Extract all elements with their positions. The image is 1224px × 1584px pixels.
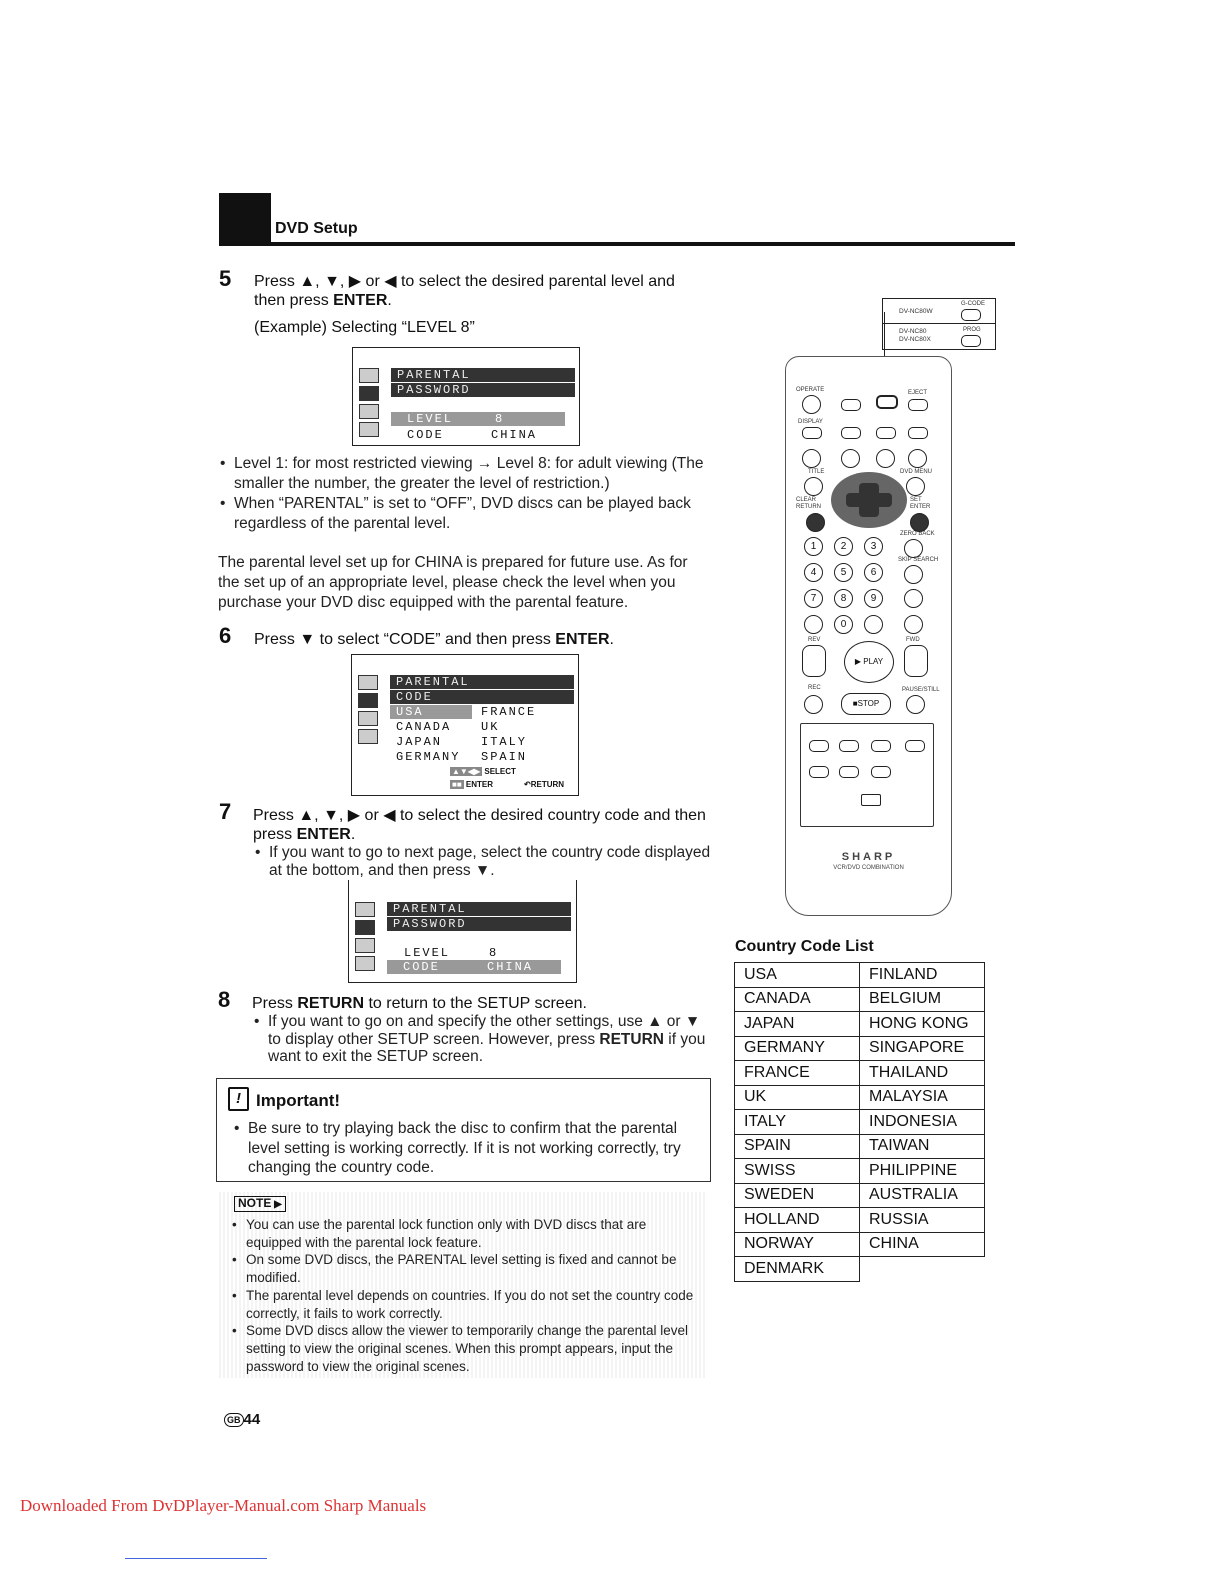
osd-select-hint — [450, 767, 516, 776]
pause-button-icon — [906, 695, 925, 714]
osd-password-bar: PASSWORD — [391, 383, 575, 397]
osd-country: GERMANY — [396, 750, 461, 764]
osd-icon-column-2 — [358, 675, 378, 747]
play-button: ▶ PLAY — [844, 641, 894, 683]
display-menu-icon — [358, 675, 378, 690]
remote-zero-label: ZERO BACK — [900, 531, 935, 537]
remote-set-label: SET ENTER — [910, 497, 931, 510]
osd-parental-bar: PARENTAL — [391, 368, 575, 382]
osd-screen-level — [352, 347, 580, 446]
power-button-icon — [802, 395, 821, 414]
dvd-setup-icon — [219, 193, 271, 243]
country-cell: THAILAND — [860, 1061, 985, 1086]
prog-button-icon — [961, 335, 981, 347]
table-row — [735, 1134, 985, 1159]
osd-code-value: CHINA — [487, 960, 534, 974]
osd-country-selected: USA — [390, 705, 472, 719]
osd-enter-hint — [450, 780, 493, 789]
osd-level-value: 8 — [489, 946, 499, 960]
step8-text-a: Press — [252, 995, 298, 1012]
tape-speed-button-icon — [809, 740, 829, 752]
slow-button-icon — [905, 740, 925, 752]
step5-text — [254, 272, 714, 337]
selector-button-icon — [876, 427, 896, 439]
function-button-icon — [802, 449, 821, 468]
step6-text-c: . — [609, 631, 614, 648]
osd-country-col1 — [396, 720, 460, 765]
play-button-label: PLAY — [863, 657, 884, 666]
country-cell: HONG KONG — [860, 1012, 985, 1037]
digit-7-button: 7 — [804, 589, 823, 608]
step6-enter: ENTER — [555, 631, 610, 648]
record-button-icon — [804, 695, 823, 714]
step6-text — [254, 630, 714, 649]
country-cell: AUSTRALIA — [860, 1183, 985, 1208]
country-cell: ITALY — [735, 1110, 860, 1135]
step5-line2 — [254, 291, 714, 310]
country-cell: MALAYSIA — [860, 1085, 985, 1110]
step7-enter: ENTER — [296, 826, 351, 843]
country-cell: GERMANY — [735, 1036, 860, 1061]
country-cell: INDONESIA — [860, 1110, 985, 1135]
country-cell: NORWAY — [735, 1232, 860, 1257]
step7-bullet: • If you want to go to next page, select the country code displayed at the bottom, and then press ▼. — [253, 844, 723, 880]
step7-text — [253, 806, 723, 880]
digit-3-button: 3 — [864, 537, 883, 556]
lower-button-panel — [800, 723, 934, 827]
country-code-table — [734, 962, 985, 1282]
osd-return-hint — [524, 780, 564, 789]
dvd-setup-button-icon — [908, 427, 928, 439]
remote-rev-label: REV — [808, 637, 821, 643]
table-row — [735, 1061, 985, 1086]
step8-bullet — [252, 1013, 714, 1066]
osd-country: JAPAN — [396, 735, 443, 749]
remote-operate-label: OPERATE — [796, 387, 825, 393]
step7-line2-c: . — [350, 826, 356, 843]
language-menu-icon — [358, 711, 378, 726]
title-button-icon — [804, 477, 823, 496]
note-tag-text: NOTE — [238, 1196, 272, 1210]
table-row — [735, 1257, 985, 1282]
language-menu-icon — [359, 404, 379, 419]
parental-menu-icon — [359, 386, 379, 401]
note-arrow-icon: ▶ — [271, 1199, 282, 1210]
step8-line — [252, 994, 714, 1013]
step5-paragraph: The parental level set up for CHINA is prepared for future use. As for the set up of an appropriate level, please check the level when you purchase your DVD disc equipped with the parental feature. — [218, 554, 688, 611]
step5-bullet-2: • When “PARENTAL” is set to “OFF”, DVD discs can be played back regardless of the parental level. — [218, 494, 713, 534]
osd-password-bar: PASSWORD — [387, 917, 571, 931]
osd-code-value: CHINA — [491, 428, 538, 442]
model-1: DV-NC80W — [899, 308, 933, 315]
table-row — [735, 1208, 985, 1233]
osd-parental-bar: PARENTAL — [390, 675, 574, 689]
am-pm-button-icon — [804, 615, 823, 634]
page-number-value: 44 — [243, 1411, 261, 1428]
callout-divider — [883, 323, 995, 324]
language-menu-icon — [355, 938, 375, 953]
country-cell: PHILIPPINE — [860, 1159, 985, 1184]
step5-line2-c: . — [387, 292, 392, 309]
remote-display-label: DISPLAY — [798, 419, 823, 425]
dvd-menu-button-icon — [906, 477, 925, 496]
remote-title-label: TITLE — [808, 469, 825, 475]
note-item: • You can use the parental lock function only with DVD discs that are equipped with the parental lock feature. — [230, 1216, 700, 1251]
enter-key-icon: ■■ — [452, 780, 462, 789]
skip-back-button-icon — [839, 740, 859, 752]
osd-level-label: LEVEL — [407, 412, 454, 426]
step7-number: 7 — [219, 799, 232, 824]
country-cell: HOLLAND — [735, 1208, 860, 1233]
table-row — [735, 1232, 985, 1257]
step8-text — [252, 994, 714, 1066]
important-icon: ! — [228, 1087, 249, 1111]
table-row — [735, 963, 985, 988]
step5-enter: ENTER — [333, 292, 388, 309]
table-row — [735, 987, 985, 1012]
digit-1-button: 1 — [804, 537, 823, 556]
country-cell: RUSSIA — [860, 1208, 985, 1233]
remote-fwd-label: FWD — [906, 637, 920, 643]
osd-code-row — [387, 960, 561, 974]
step6-number: 6 — [219, 623, 232, 648]
step8-bullet-c: if you want to exit the SETUP screen. — [268, 1030, 706, 1065]
step5-line1: Press ▲, ▼, ▶ or ◀ to select the desired parental level and — [254, 273, 675, 290]
section-title: DVD Setup — [275, 220, 358, 237]
country-cell: FINLAND — [860, 963, 985, 988]
audio-menu-icon — [355, 956, 375, 971]
vcr-dvd-button-icon — [904, 615, 923, 634]
step8-bullet-return: RETURN — [599, 1030, 664, 1048]
step7-line2 — [253, 825, 723, 844]
step6-text-a: Press ▼ to select “CODE” and then press — [254, 631, 556, 648]
note-tag — [234, 1196, 286, 1212]
osd-return-text: RETURN — [530, 780, 565, 789]
model-btn1-label: G-CODE — [961, 301, 985, 307]
gcode-button-icon — [961, 309, 981, 321]
model-3: DV-NC80X — [899, 336, 931, 343]
note-list — [230, 1216, 700, 1375]
country-cell: JAPAN — [735, 1012, 860, 1037]
audio-output-button-icon — [871, 766, 891, 778]
osd-level-label: LEVEL — [404, 946, 451, 960]
remote-control — [785, 356, 952, 916]
osd-country-col2 — [481, 705, 536, 765]
note-item: • The parental level depends on countries. If you do not set the country code correctly, it fails to work correctly. — [230, 1287, 700, 1322]
step8-bullet-a: If you want to go on and specify the other settings, use ▲ or ▼ to display other SETUP screen. However, press — [268, 1013, 701, 1048]
vcr-dvd-switch-icon — [861, 794, 881, 806]
display-menu-icon — [359, 368, 379, 383]
step8-number: 8 — [218, 987, 231, 1012]
digit-5-button: 5 — [834, 563, 853, 582]
remote-subtitle: VCR/DVD COMBINATION — [833, 865, 904, 871]
table-row — [735, 1183, 985, 1208]
digit-8-button: 8 — [834, 589, 853, 608]
step7-line2-a: press — [253, 826, 297, 843]
skip-forward-button-icon — [871, 740, 891, 752]
stop-button: ■STOP — [841, 693, 891, 715]
display-button-icon — [802, 427, 822, 439]
osd-icon-column — [359, 368, 379, 440]
table-row — [735, 1110, 985, 1135]
input-select-button-icon — [904, 589, 923, 608]
digit-6-button: 6 — [864, 563, 883, 582]
osd-country: SPAIN — [481, 750, 528, 764]
country-cell: UK — [735, 1085, 860, 1110]
repeat-button-icon — [841, 449, 860, 468]
country-cell: TAIWAN — [860, 1134, 985, 1159]
table-row — [735, 1012, 985, 1037]
osd-parental-bar: PARENTAL — [387, 902, 571, 916]
step5-example: (Example) Selecting “LEVEL 8” — [254, 319, 475, 336]
parental-menu-icon — [355, 920, 375, 935]
country-cell: USA — [735, 963, 860, 988]
table-row — [735, 1036, 985, 1061]
page-number — [224, 1411, 260, 1428]
important-title: Important! — [256, 1091, 341, 1110]
channel-up-button-icon — [839, 766, 859, 778]
open-close-button-icon — [908, 449, 927, 468]
fast-forward-button-icon — [904, 645, 928, 677]
audio-menu-icon — [359, 422, 379, 437]
table-row — [735, 1159, 985, 1184]
zoom-button-icon — [876, 449, 895, 468]
digit-2-button: 2 — [834, 537, 853, 556]
osd-screen-result — [348, 880, 577, 983]
zero-back-button-icon — [904, 539, 923, 558]
footer-rule — [125, 1558, 267, 1559]
eject-button-icon — [908, 399, 928, 411]
arrow-keys-icon: ▲▼◀▶ — [452, 767, 481, 776]
model-btn2-label: PROG — [963, 327, 981, 333]
osd-country: FRANCE — [481, 705, 537, 719]
note-item: • Some DVD discs allow the viewer to temporarily change the parental level setting to view the original scenes. When this prompt appears, input the password to view the original scenes. — [230, 1322, 700, 1375]
display-menu-icon — [355, 902, 375, 917]
digit-0-button: 0 — [834, 615, 853, 634]
step8-text-c: to return to the SETUP screen. — [364, 995, 587, 1012]
osd-select-text: SELECT — [484, 767, 516, 776]
country-cell: FRANCE — [735, 1061, 860, 1086]
section-rule — [219, 242, 1015, 246]
osd-country: CANADA — [396, 720, 452, 734]
country-cell: SPAIN — [735, 1134, 860, 1159]
vcr-dvd-selector-icon — [876, 395, 898, 409]
osd-code-label: CODE — [407, 428, 444, 442]
download-source-link[interactable]: Downloaded From DvDPlayer-Manual.com Sharp Manuals — [20, 1496, 427, 1515]
step5-line2-a: then press — [254, 292, 334, 309]
return-button-icon — [806, 513, 825, 532]
remote-rec-label: REC — [808, 685, 821, 691]
osd-code-label: CODE — [403, 960, 440, 974]
country-cell: CANADA — [735, 987, 860, 1012]
digit-9-button: 9 — [864, 589, 883, 608]
step7-line1: Press ▲, ▼, ▶ or ◀ to select the desired country code and then — [253, 807, 706, 824]
parental-menu-icon — [358, 693, 378, 708]
digit-4-button: 4 — [804, 563, 823, 582]
step5-number: 5 — [219, 266, 232, 291]
remote-clear-label: CLEAR RETURN — [796, 497, 821, 510]
osd-code-bar: CODE — [390, 690, 574, 704]
important-box — [216, 1078, 711, 1182]
model-2: DV-NC80 — [899, 328, 927, 335]
on-screen-button-icon — [841, 427, 861, 439]
empty-cell — [860, 1257, 985, 1282]
input-button-icon — [864, 615, 883, 634]
important-text: • Be sure to try playing back the disc to confirm that the parental level setting is working correctly. If it is not working correctly, try changing the country code. — [232, 1119, 692, 1178]
osd-level-value: 8 — [495, 412, 505, 426]
country-cell: BELGIUM — [860, 987, 985, 1012]
country-cell: SINGAPORE — [860, 1036, 985, 1061]
country-cell: SWISS — [735, 1159, 860, 1184]
country-code-title: Country Code List — [735, 938, 874, 955]
remote-skip-label: SKIP SEARCH — [898, 557, 939, 563]
step8-return: RETURN — [297, 995, 365, 1012]
remote-eject-label: EJECT — [908, 390, 928, 396]
rewind-button-icon — [802, 645, 826, 677]
country-cell: SWEDEN — [735, 1183, 860, 1208]
step5-bullets — [218, 454, 713, 613]
return-key-icon: ↶ — [524, 780, 531, 789]
table-row — [735, 1085, 985, 1110]
remote-brand: SHARP — [841, 851, 896, 863]
gb-badge: GB — [224, 1413, 244, 1427]
channel-down-button-icon — [809, 766, 829, 778]
remote-dvd-menu-label: DVD MENU — [900, 469, 933, 475]
enter-button-icon — [910, 513, 929, 532]
osd-country: ITALY — [481, 735, 528, 749]
osd-enter-text: ENTER — [465, 780, 494, 789]
timer-button-icon — [841, 399, 861, 411]
osd-screen-code — [351, 654, 579, 796]
model-callout — [882, 298, 996, 350]
step5-bullet-1: • Level 1: for most restricted viewing → Level 8: for adult viewing (The smaller the number, the greater the level of restriction.) — [218, 454, 713, 494]
stop-button-label: STOP — [857, 699, 880, 708]
country-cell: DENMARK — [735, 1257, 860, 1282]
remote-pause-label: PAUSE/STILL — [902, 687, 940, 693]
country-cell: CHINA — [860, 1232, 985, 1257]
note-item: • On some DVD discs, the PARENTAL level setting is fixed and cannot be modified. — [230, 1251, 700, 1286]
skip-search-button-icon — [904, 565, 923, 584]
audio-menu-icon — [358, 729, 378, 744]
direction-pad-horizontal-icon — [846, 493, 892, 507]
osd-icon-column-3 — [355, 902, 375, 974]
osd-level-row — [391, 412, 565, 426]
osd-country: UK — [481, 720, 500, 734]
